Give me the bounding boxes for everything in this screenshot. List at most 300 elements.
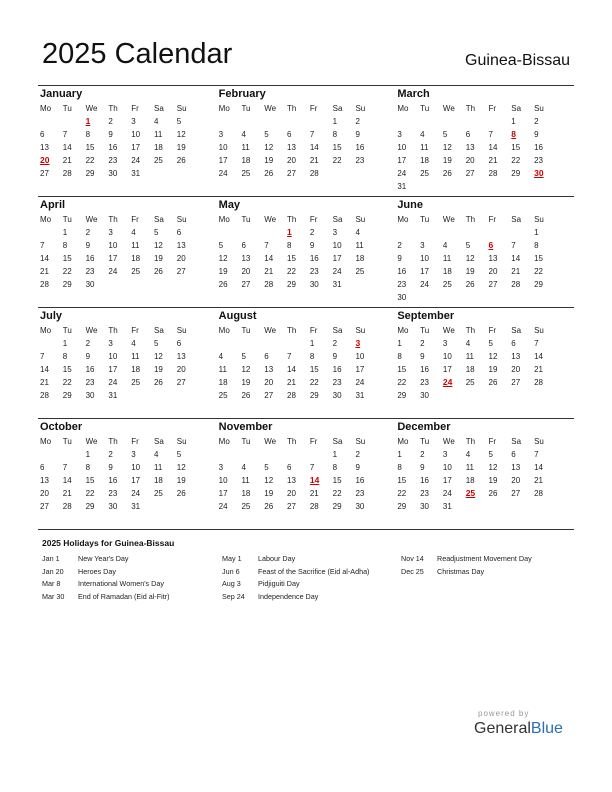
day-cell: 26 [264,502,274,511]
day-cell: 29 [397,391,407,400]
day-cell: 13 [511,463,521,472]
day-cell: 11 [355,241,364,250]
day-cell: 5 [176,117,182,126]
weekday-header: Th [465,326,476,335]
weekday-header: Sa [332,104,343,113]
holiday-name: Independence Day [258,591,319,601]
day-cell: 1 [309,339,315,348]
day-cell: 8 [332,130,338,139]
weekday-header: Tu [62,104,72,113]
day-cell: 12 [218,254,228,263]
day-cell: 22 [397,378,407,387]
holiday-name: Feast of the Sacrifice (Eid al-Adha) [258,566,370,576]
holiday-day-cell: 1 [85,116,91,126]
empty-cell [241,337,264,350]
day-cell: 21 [534,365,543,374]
day-cell: 16 [534,143,543,152]
empty-cell [63,115,86,128]
day-cell: 13 [40,143,49,152]
day-cell: 19 [176,143,186,152]
weekday-header: Sa [332,326,343,335]
day-cell: 3 [397,130,402,139]
weekday-header: Fr [309,215,318,224]
day-cell: 19 [488,476,498,485]
weekday-header: Tu [62,326,72,335]
day-cell: 4 [465,339,471,348]
day-cell: 30 [108,502,118,511]
holiday-date: Dec 25 [401,566,424,576]
day-cell: 5 [176,450,182,459]
day-cell: 11 [241,143,250,152]
day-cell: 7 [511,241,516,250]
day-cell: 8 [534,241,539,250]
day-cell: 27 [241,280,251,289]
day-cell: 20 [287,489,296,498]
holiday-date: Sep 24 [222,591,245,601]
day-cell: 3 [420,241,425,250]
page-title: 2025 Calendar [42,38,233,70]
day-cell: 12 [442,143,452,152]
day-cell: 23 [355,156,365,165]
day-cell: 6 [40,130,45,139]
day-cell: 10 [108,241,118,250]
day-cell: 22 [287,267,296,276]
empty-cell [443,115,466,128]
day-cell: 27 [264,391,274,400]
holiday-day-cell: 1 [287,227,292,237]
day-cell: 10 [218,143,228,152]
holiday-date: Jan 20 [42,566,64,576]
day-cell: 29 [309,391,319,400]
month-days [219,102,396,180]
holiday-item [42,578,169,591]
empty-cell [310,448,333,461]
weekday-header: Th [465,215,476,224]
day-cell: 30 [85,280,95,289]
day-cell: 14 [40,365,49,374]
day-cell: 31 [131,502,141,511]
empty-cell [219,448,242,461]
day-cell: 28 [62,169,72,178]
day-cell: 17 [131,476,141,485]
day-cell: 23 [85,378,95,387]
day-cell: 28 [488,169,498,178]
day-cell: 19 [488,365,498,374]
day-cell: 4 [465,450,471,459]
day-cell: 3 [218,130,224,139]
day-cell: 12 [465,254,475,263]
day-cell: 1 [85,450,91,459]
day-cell: 16 [85,365,95,374]
empty-cell [466,115,489,128]
month-name: June [397,199,423,211]
day-cell: 15 [85,143,95,152]
day-cell: 15 [309,365,319,374]
weekday-header: Mo [397,326,409,335]
day-cell: 7 [488,130,493,139]
day-cell: 3 [442,339,448,348]
empty-cell [466,226,489,239]
calendar-row [38,418,574,530]
day-cell: 21 [40,378,49,387]
month-march [395,86,574,196]
day-cell: 10 [131,463,141,472]
day-cell: 9 [332,352,338,361]
country-name: Guinea-Bissau [465,52,570,69]
holiday-name: Christmas Day [437,566,485,576]
day-cell: 12 [153,352,163,361]
weekday-header: Su [355,104,366,113]
month-name: May [218,199,241,211]
weekday-header: We [85,437,98,446]
day-cell: 26 [218,280,228,289]
day-cell: 5 [153,228,159,237]
day-cell: 11 [131,352,140,361]
day-cell: 26 [264,169,274,178]
empty-cell [287,337,310,350]
day-cell: 17 [218,156,228,165]
day-cell: 28 [40,391,49,400]
day-cell: 15 [397,476,407,485]
day-cell: 29 [534,280,543,289]
weekday-header: We [442,437,455,446]
weekday-header: Sa [511,326,522,335]
day-cell: 3 [108,339,113,348]
day-cell: 26 [153,378,163,387]
empty-cell [219,226,242,239]
day-cell: 5 [465,241,471,250]
weekday-header: We [264,104,277,113]
day-cell: 2 [85,228,91,237]
empty-cell [287,115,310,128]
day-cell: 2 [355,117,360,126]
day-cell: 25 [241,502,251,511]
day-cell: 26 [176,156,186,165]
day-cell: 17 [442,476,452,485]
day-cell: 12 [241,365,251,374]
day-cell: 14 [511,254,521,263]
calendar-grid [38,85,574,530]
weekday-header: Th [287,326,297,335]
holiday-date: Jan 1 [42,554,60,563]
weekday-header: Su [355,326,366,335]
weekday-header: Tu [241,437,251,446]
brand-blue: Blue [530,720,563,737]
holiday-name: Labour Day [258,554,296,563]
day-cell: 21 [40,267,49,276]
day-cell: 24 [131,489,141,498]
month-days [397,435,574,513]
day-cell: 31 [397,182,407,191]
day-cell: 24 [218,502,228,511]
day-cell: 28 [534,489,543,498]
day-cell: 9 [85,241,91,250]
day-cell: 20 [511,365,521,374]
month-name: December [397,421,451,433]
day-cell: 19 [241,378,251,387]
month-may [217,197,396,307]
month-april [38,197,217,307]
day-cell: 31 [131,169,141,178]
holiday-item [401,566,532,579]
day-cell: 19 [218,267,228,276]
day-cell: 3 [218,463,224,472]
month-name: July [40,310,63,322]
day-cell: 22 [85,489,95,498]
day-cell: 21 [511,267,521,276]
day-cell: 28 [511,280,521,289]
weekday-header: Tu [241,104,251,113]
day-cell: 9 [534,130,539,139]
day-cell: 24 [355,378,365,387]
day-cell: 20 [176,254,186,263]
day-cell: 7 [534,450,539,459]
day-cell: 14 [62,143,72,152]
weekday-header: Th [108,326,118,335]
weekday-header: We [442,326,455,335]
day-cell: 5 [488,450,493,459]
day-cell: 9 [309,241,315,250]
day-cell: 27 [511,378,521,387]
empty-cell [40,337,63,350]
holiday-day-cell: 14 [309,475,320,485]
weekday-header: Sa [511,215,522,224]
day-cell: 6 [176,228,182,237]
day-cell: 2 [397,241,402,250]
weekday-header: Mo [40,215,52,224]
weekday-header: Th [108,215,118,224]
day-cell: 21 [62,156,72,165]
day-cell: 15 [287,254,296,263]
day-cell: 23 [332,378,342,387]
weekday-header: Th [287,215,297,224]
holiday-day-cell: 8 [511,129,517,139]
day-cell: 10 [442,352,452,361]
empty-cell [241,115,264,128]
day-cell: 2 [309,228,315,237]
day-cell: 5 [442,130,448,139]
day-cell: 8 [332,463,338,472]
weekday-header: We [442,104,455,113]
day-cell: 17 [442,365,452,374]
day-cell: 29 [397,502,407,511]
empty-cell [420,115,443,128]
day-cell: 7 [287,352,292,361]
day-cell: 31 [442,502,452,511]
weekday-header: Su [355,437,366,446]
weekday-header: Fr [131,326,139,335]
weekday-header: Fr [488,215,497,224]
day-cell: 18 [355,254,365,263]
day-cell: 2 [420,450,425,459]
month-name: April [40,199,66,211]
day-cell: 17 [332,254,342,263]
day-cell: 14 [287,365,296,374]
day-cell: 24 [218,169,228,178]
day-cell: 17 [355,365,365,374]
day-cell: 13 [241,254,251,263]
weekday-header: Tu [62,215,72,224]
day-cell: 26 [465,280,475,289]
weekday-header: Su [355,215,366,224]
day-cell: 18 [420,156,430,165]
day-cell: 9 [85,352,91,361]
empty-cell [397,226,420,239]
day-cell: 23 [309,267,319,276]
day-cell: 23 [534,156,543,165]
day-cell: 1 [397,450,402,459]
day-cell: 26 [488,378,498,387]
day-cell: 30 [420,391,430,400]
month-august [217,308,396,418]
day-cell: 2 [108,117,113,126]
day-cell: 27 [287,169,296,178]
day-cell: 9 [397,254,402,263]
day-cell: 16 [332,365,342,374]
day-cell: 11 [153,463,163,472]
day-cell: 24 [131,156,141,165]
day-cell: 19 [176,476,186,485]
day-cell: 20 [176,365,186,374]
weekday-header: Fr [309,326,318,335]
day-cell: 18 [218,378,228,387]
day-cell: 21 [264,267,274,276]
day-cell: 11 [218,365,227,374]
day-cell: 18 [241,156,251,165]
day-cell: 18 [241,489,251,498]
day-cell: 31 [332,280,342,289]
day-cell: 11 [131,241,140,250]
day-cell: 5 [264,130,269,139]
day-cell: 27 [465,169,475,178]
month-name: August [218,310,257,322]
day-cell: 23 [420,378,430,387]
day-cell: 19 [465,267,475,276]
day-cell: 14 [40,254,49,263]
day-cell: 25 [131,378,141,387]
day-cell: 26 [176,489,186,498]
day-cell: 15 [534,254,543,263]
weekday-header: Fr [488,326,497,335]
day-cell: 23 [397,280,407,289]
day-cell: 28 [534,378,543,387]
day-cell: 14 [488,143,498,152]
weekday-header: Tu [241,326,251,335]
day-cell: 22 [309,378,319,387]
day-cell: 15 [332,143,342,152]
day-cell: 27 [40,169,49,178]
day-cell: 13 [264,365,274,374]
weekday-header: We [442,215,455,224]
day-cell: 29 [62,280,72,289]
day-cell: 30 [309,280,319,289]
day-cell: 20 [241,267,251,276]
holiday-item [42,591,169,604]
day-cell: 25 [241,169,251,178]
day-cell: 26 [153,267,163,276]
day-cell: 25 [153,489,163,498]
day-cell: 27 [287,502,296,511]
holiday-name: Heroes Day [78,566,116,576]
day-cell: 2 [420,339,425,348]
day-cell: 13 [40,476,49,485]
day-cell: 16 [309,254,319,263]
powered-by-text: powered by [478,709,530,718]
empty-cell [420,226,443,239]
day-cell: 15 [332,476,342,485]
day-cell: 10 [442,463,452,472]
day-cell: 3 [131,450,136,459]
day-cell: 21 [534,476,543,485]
holiday-name: Pidjiguiti Day [258,579,300,588]
day-cell: 16 [420,365,430,374]
month-days [40,213,217,291]
empty-cell [241,226,264,239]
day-cell: 9 [355,130,360,139]
day-cell: 15 [62,365,72,374]
day-cell: 10 [420,254,430,263]
day-cell: 12 [153,241,163,250]
weekday-header: Su [534,326,544,335]
day-cell: 1 [62,228,68,237]
day-cell: 18 [153,143,163,152]
day-cell: 26 [488,489,498,498]
day-cell: 17 [108,254,118,263]
day-cell: 13 [511,352,521,361]
weekday-header: Su [534,215,544,224]
calendar-row [38,307,574,418]
day-cell: 22 [62,378,72,387]
holiday-day-cell: 6 [488,240,494,250]
holiday-column [222,553,369,603]
day-cell: 20 [511,476,521,485]
weekday-header: Fr [488,104,497,113]
day-cell: 16 [85,254,95,263]
day-cell: 21 [488,156,498,165]
day-cell: 17 [131,143,141,152]
day-cell: 14 [534,463,543,472]
day-cell: 8 [85,130,91,139]
empty-cell [511,226,534,239]
day-cell: 8 [62,352,68,361]
day-cell: 8 [397,463,402,472]
weekday-header: Mo [218,104,230,113]
day-cell: 7 [40,352,45,361]
month-days [40,435,217,513]
day-cell: 31 [355,391,365,400]
day-cell: 5 [488,339,493,348]
month-days [40,324,217,402]
brand-general: General [474,720,531,737]
weekday-header: We [85,215,98,224]
empty-cell [287,448,310,461]
empty-cell [264,115,287,128]
day-cell: 29 [332,502,342,511]
month-name: February [218,88,266,100]
day-cell: 9 [420,352,425,361]
day-cell: 31 [108,391,118,400]
empty-cell [264,226,287,239]
day-cell: 6 [40,463,45,472]
weekday-header: Mo [218,437,230,446]
day-cell: 7 [62,463,68,472]
weekday-header: We [85,326,98,335]
empty-cell [219,115,242,128]
day-cell: 17 [108,365,118,374]
weekday-header: Tu [241,215,251,224]
month-november [217,419,396,529]
day-cell: 2 [534,117,539,126]
